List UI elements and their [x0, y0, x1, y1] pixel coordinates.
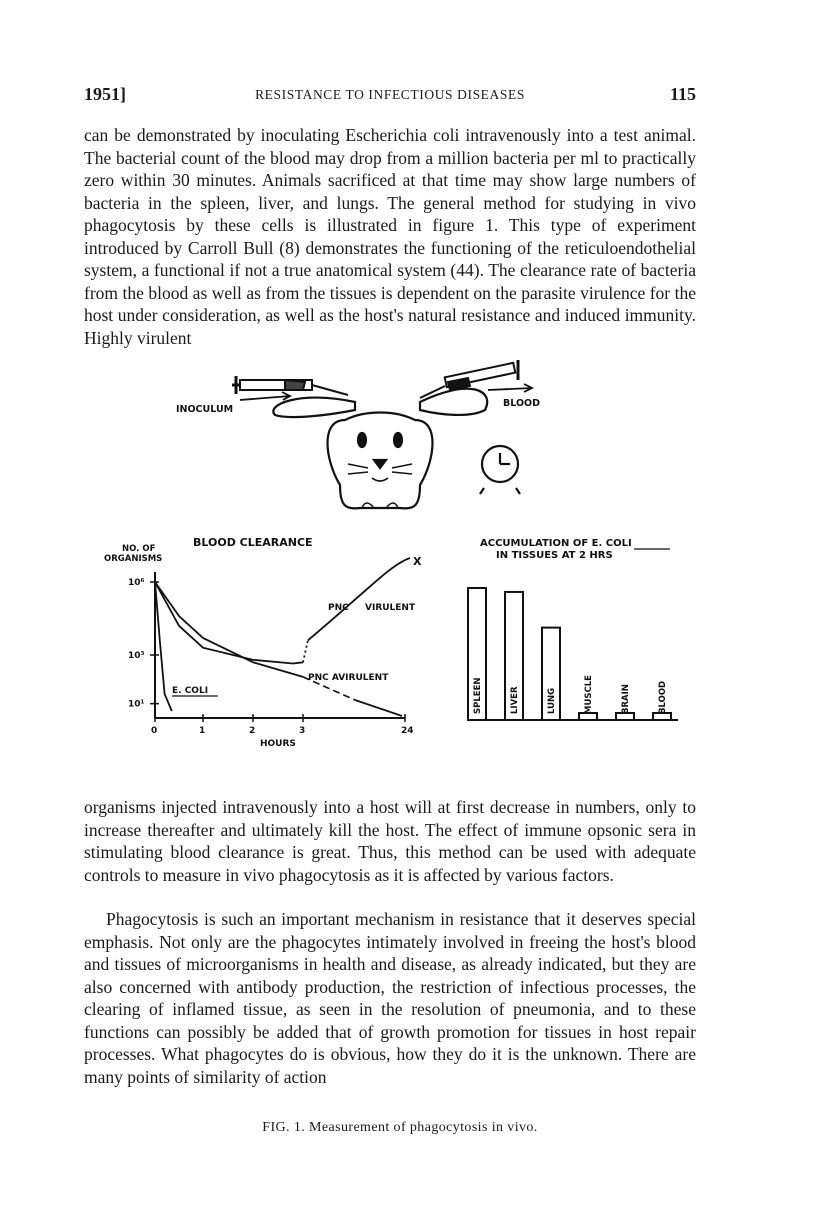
series-end-marker: X — [413, 555, 422, 568]
figure-svg — [100, 360, 700, 780]
x-tick-label: 2 — [249, 726, 256, 736]
clock-icon — [480, 446, 520, 494]
x-tick-label: 3 — [299, 726, 306, 736]
bar-label-brain: BRAIN — [621, 684, 631, 714]
figure-caption: FIG. 1. Measurement of phagocytosis in vivo. — [262, 1120, 538, 1135]
rabbit-right-eye — [394, 433, 402, 447]
paragraph-1: can be demonstrated by inoculating Escherichia coli intravenously into a test animal. The bacterial count of the blood may drop from a million bacteria per ml to practically zero within 30 minutes. Animals sacrificed at that time may show large numbers of bacteria in the spleen, liver, and lungs. The general method for studying in vivo phagocytosis by these cells is illustrated in figure 1. This type of experiment introduced by Carroll Bull (8) demonstrates the functioning of the reticuloendothelial system, a functional if not a true anatomical system (44). The clearance rate of bacteria from the blood as well as from the tissues is dependent on the parasite virulence for the host under consideration, as well as the host's natural resistance and induced immunity. Highly virulent — [84, 125, 696, 348]
rabbit-left-eye — [358, 433, 366, 447]
y-tick-label: 10¹ — [128, 699, 145, 710]
x-tick-label: 24 — [401, 726, 414, 736]
header-year: 1951] — [84, 84, 126, 104]
y-tick-label: 10³ — [128, 651, 145, 661]
paragraph-3: Phagocytosis is such an important mechanism in resistance that it deserves special emphasis. Not only are the phagocytes intimately involved in freeing the host's blood and tissues of microorganisms in health and disease, as already indicated, but they are also concerned with antibody production, the restriction of infectious processes, the clearing of inflamed tissue, as seen in the resolution of pneumonia, and to these functions can possibly be added that of growth promotion for tissues in host repair processes. What phagocytes do is obvious, how they do it is the unknown. There are many points of similarity of action — [84, 909, 696, 1087]
bar-label-blood: BLOOD — [658, 680, 668, 714]
running-header — [84, 84, 696, 110]
rabbit-mouth — [372, 478, 388, 481]
series-line-pnc-avirulent-end — [355, 700, 402, 716]
header-running-title: RESISTANCE TO INFECTIOUS DISEASES — [255, 87, 525, 102]
y-axis-label-line1: NO. OF — [122, 544, 156, 554]
x-tick-label: 0 — [151, 726, 158, 736]
blood-arrow — [488, 384, 532, 392]
blood-clearance-chart — [104, 536, 422, 749]
bar-chart-title: ACCUMULATION OF E. COLI — [480, 538, 632, 549]
y-axis-label-line2: ORGANISMS — [104, 554, 163, 564]
bar-label-spleen: SPLEEN — [473, 677, 483, 714]
series-line-pnc-virulent-rise — [303, 640, 308, 662]
bar-label-lung: LUNG — [547, 687, 557, 714]
series-line-pnc-virulent-end — [308, 558, 410, 640]
inoculum-label: INOCULUM — [176, 404, 234, 415]
header-page-number: 115 — [669, 84, 696, 104]
x-axis-label: HOURS — [260, 739, 296, 749]
syringe-right — [420, 360, 518, 398]
syringe-left — [232, 376, 348, 395]
series-label-e-coli: E. COLI — [172, 686, 209, 696]
series-label-virulent: VIRULENT — [365, 603, 416, 613]
inoculum-arrow — [240, 392, 290, 400]
y-tick-label: 10⁶ — [128, 578, 145, 588]
paragraph-2: organisms injected intravenously into a host will at first decrease in numbers, only to increase thereafter and ultimately kill the host. The effect of immune opsonic sera in stimulating blood clearance is great. Thus, this method can be used with adequate controls to measure in vivo phagocytosis as it is affected by various factors. — [84, 797, 696, 885]
bar-label-liver: LIVER — [510, 686, 520, 714]
rabbit-left-ear — [273, 398, 355, 418]
blood-label: BLOOD — [503, 398, 540, 409]
series-label-pnc-avirulent: PNC AVIRULENT — [308, 673, 389, 683]
series-label-pnc: PNC — [328, 603, 349, 613]
tissue-accumulation-chart — [468, 538, 678, 720]
rabbit-nose — [374, 460, 386, 468]
rabbit-illustration — [273, 389, 487, 509]
bar-label-muscle: MUSCLE — [584, 675, 594, 714]
chart-title: BLOOD CLEARANCE — [193, 536, 313, 549]
bar-chart-subtitle: IN TISSUES AT 2 HRS — [496, 550, 613, 561]
x-tick-label: 1 — [199, 726, 206, 736]
